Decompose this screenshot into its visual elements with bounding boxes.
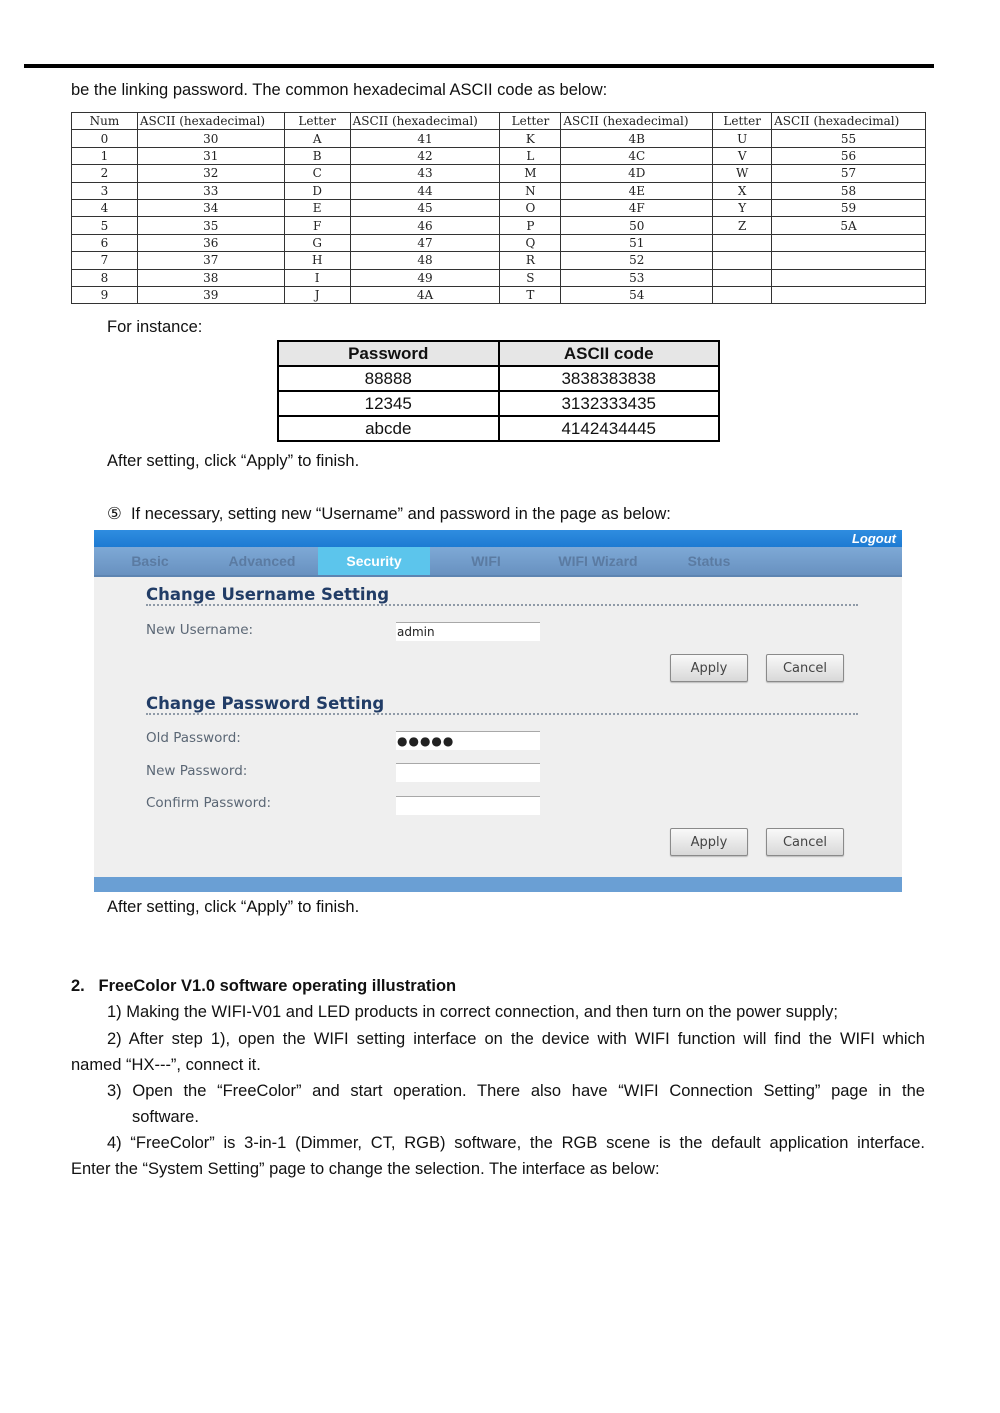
tab-wifi-wizard[interactable]: WIFI Wizard [558, 553, 638, 569]
table-cell: G [284, 234, 350, 251]
step-marker: ⑤ [107, 505, 122, 523]
password-cancel-button[interactable]: Cancel [766, 828, 844, 856]
column-header: ASCII (hexadecimal) [137, 113, 284, 130]
table-cell: 34 [137, 199, 284, 216]
table-cell [772, 252, 926, 269]
old-password-input[interactable]: ●●●●● [396, 731, 540, 750]
column-header: Letter [284, 113, 350, 130]
old-password-label: Old Password: [146, 730, 241, 746]
table-cell: 53 [561, 269, 713, 286]
table-cell: 51 [561, 234, 713, 251]
column-header: ASCII (hexadecimal) [772, 113, 926, 130]
table-cell: H [284, 252, 350, 269]
table-cell: 30 [137, 130, 284, 147]
table-cell: 4E [561, 182, 713, 199]
after-setting-note: After setting, click “Apply” to finish. [107, 452, 360, 470]
table-cell: 7 [72, 252, 138, 269]
step5-paragraph [107, 504, 671, 524]
table-cell: 4A [350, 286, 500, 303]
table-cell: K [500, 130, 561, 147]
section-divider [146, 604, 858, 606]
table-cell: T [500, 286, 561, 303]
section-2-heading [71, 976, 456, 996]
table-cell: 42 [350, 147, 500, 164]
table-row [72, 269, 926, 286]
table-cell: 58 [772, 182, 926, 199]
ascii-hex-table [71, 112, 926, 304]
router-security-page [94, 530, 902, 892]
table-cell: 43 [350, 165, 500, 182]
table-cell: 4 [72, 199, 138, 216]
table-row [72, 217, 926, 234]
new-username-input[interactable]: admin [396, 622, 540, 641]
table-cell: F [284, 217, 350, 234]
table-row [72, 130, 926, 147]
tab-security[interactable]: Security [318, 547, 430, 575]
tab-advanced[interactable]: Advanced [228, 553, 296, 569]
table-cell: 0 [72, 130, 138, 147]
table-cell: M [500, 165, 561, 182]
table-cell: Y [713, 199, 772, 216]
new-password-input[interactable] [396, 763, 540, 782]
table-cell [772, 286, 926, 303]
step-1-text: 1) Making the WIFI-V01 and LED products in correct connection, and then turn on the power supply; [107, 1003, 838, 1021]
router-top-bar [94, 530, 902, 547]
table-cell: 31 [137, 147, 284, 164]
table-cell [772, 269, 926, 286]
table-cell [713, 252, 772, 269]
table-cell: 46 [350, 217, 500, 234]
step-3-text: 3) Open the “FreeColor” and start operation. There also have “WIFI Connection Setting” page in the [107, 1082, 925, 1100]
table-cell: I [284, 269, 350, 286]
table-cell: 33 [137, 182, 284, 199]
table-cell: 54 [561, 286, 713, 303]
table-cell: 56 [772, 147, 926, 164]
after-setting-note: After setting, click “Apply” to finish. [107, 898, 360, 916]
step-3-continuation: software. [132, 1108, 199, 1126]
table-cell: 49 [350, 269, 500, 286]
tab-status[interactable]: Status [687, 553, 731, 569]
table-cell: L [500, 147, 561, 164]
table-row [72, 234, 926, 251]
table-cell: 3838383838 [499, 366, 720, 391]
table-cell: O [500, 199, 561, 216]
table-cell: J [284, 286, 350, 303]
table-cell: 57 [772, 165, 926, 182]
step-2-text: 2) After step 1), open the WIFI setting interface on the device with WIFI function will find the WIFI which [107, 1030, 925, 1048]
table-header-row [278, 341, 719, 366]
table-cell: 88888 [278, 366, 499, 391]
section-divider [146, 713, 858, 715]
table-row [278, 416, 719, 441]
table-cell [713, 269, 772, 286]
column-header: Password [278, 341, 499, 366]
table-row [72, 199, 926, 216]
confirm-password-label: Confirm Password: [146, 795, 272, 811]
username-cancel-button[interactable]: Cancel [766, 654, 844, 682]
change-username-title: Change Username Setting [146, 585, 390, 604]
table-cell: 2 [72, 165, 138, 182]
table-cell: 48 [350, 252, 500, 269]
table-cell: 4B [561, 130, 713, 147]
table-cell: 4C [561, 147, 713, 164]
table-cell: 32 [137, 165, 284, 182]
password-example-table [277, 340, 720, 442]
new-password-label: New Password: [146, 763, 248, 779]
table-header-row [72, 113, 926, 130]
table-cell: 4F [561, 199, 713, 216]
table-cell: 47 [350, 234, 500, 251]
column-header: ASCII (hexadecimal) [561, 113, 713, 130]
router-tab-bar [94, 547, 902, 577]
router-footer-bar [94, 877, 902, 892]
table-cell: S [500, 269, 561, 286]
table-cell: 4D [561, 165, 713, 182]
table-cell: Z [713, 217, 772, 234]
table-cell [772, 234, 926, 251]
table-cell: E [284, 199, 350, 216]
table-cell: 36 [137, 234, 284, 251]
table-cell: 4142434445 [499, 416, 720, 441]
table-cell: 35 [137, 217, 284, 234]
column-header: ASCII (hexadecimal) [350, 113, 500, 130]
table-cell: 8 [72, 269, 138, 286]
table-cell: P [500, 217, 561, 234]
table-cell: 41 [350, 130, 500, 147]
table-cell: N [500, 182, 561, 199]
section-number: 2. [71, 977, 85, 995]
table-cell: 3 [72, 182, 138, 199]
table-row [72, 182, 926, 199]
table-cell [713, 286, 772, 303]
section-title: FreeColor V1.0 software operating illustration [98, 977, 457, 995]
table-cell: 55 [772, 130, 926, 147]
table-cell: 38 [137, 269, 284, 286]
table-cell: C [284, 165, 350, 182]
table-cell: B [284, 147, 350, 164]
password-apply-button[interactable]: Apply [670, 828, 748, 856]
table-cell: 5 [72, 217, 138, 234]
table-cell: 39 [137, 286, 284, 303]
table-row [72, 165, 926, 182]
table-cell: 50 [561, 217, 713, 234]
table-cell: 9 [72, 286, 138, 303]
table-cell: 5A [772, 217, 926, 234]
column-header: Num [72, 113, 138, 130]
step5-text: If necessary, setting new “Username” and password in the page as below: [130, 505, 671, 523]
step-4-continuation: Enter the “System Setting” page to change the selection. The interface as below: [71, 1160, 660, 1178]
table-cell: 45 [350, 199, 500, 216]
table-cell: 3132333435 [499, 391, 720, 416]
table-cell: R [500, 252, 561, 269]
table-cell: 52 [561, 252, 713, 269]
table-cell: 44 [350, 182, 500, 199]
table-cell: X [713, 182, 772, 199]
table-cell: 1 [72, 147, 138, 164]
header-rule [24, 64, 934, 68]
table-cell [713, 234, 772, 251]
table-row [72, 147, 926, 164]
table-cell: U [713, 130, 772, 147]
table-row [72, 252, 926, 269]
table-cell: D [284, 182, 350, 199]
table-cell: Q [500, 234, 561, 251]
table-cell: V [713, 147, 772, 164]
table-cell: abcde [278, 416, 499, 441]
change-password-title: Change Password Setting [146, 694, 385, 713]
for-instance-label: For instance: [107, 318, 203, 336]
intro-paragraph: be the linking password. The common hexadecimal ASCII code as below: [71, 81, 608, 99]
table-cell: 37 [137, 252, 284, 269]
table-cell: W [713, 165, 772, 182]
column-header: ASCII code [499, 341, 720, 366]
table-cell: A [284, 130, 350, 147]
table-cell: 59 [772, 199, 926, 216]
table-cell: 12345 [278, 391, 499, 416]
new-username-label: New Username: [146, 622, 254, 638]
step-4-text: 4) “FreeColor” is 3-in-1 (Dimmer, CT, RGB) software, the RGB scene is the default application interface. [107, 1134, 925, 1152]
table-cell: 6 [72, 234, 138, 251]
tab-basic[interactable]: Basic [131, 553, 169, 569]
table-row [72, 286, 926, 303]
column-header: Letter [500, 113, 561, 130]
table-row [278, 366, 719, 391]
confirm-password-input[interactable] [396, 796, 540, 815]
tab-wifi[interactable]: WIFI [471, 553, 501, 569]
table-row [278, 391, 719, 416]
step-2-continuation: named “HX---”, connect it. [71, 1056, 261, 1074]
column-header: Letter [713, 113, 772, 130]
logout-link[interactable]: Logout [851, 531, 896, 546]
username-apply-button[interactable]: Apply [670, 654, 748, 682]
